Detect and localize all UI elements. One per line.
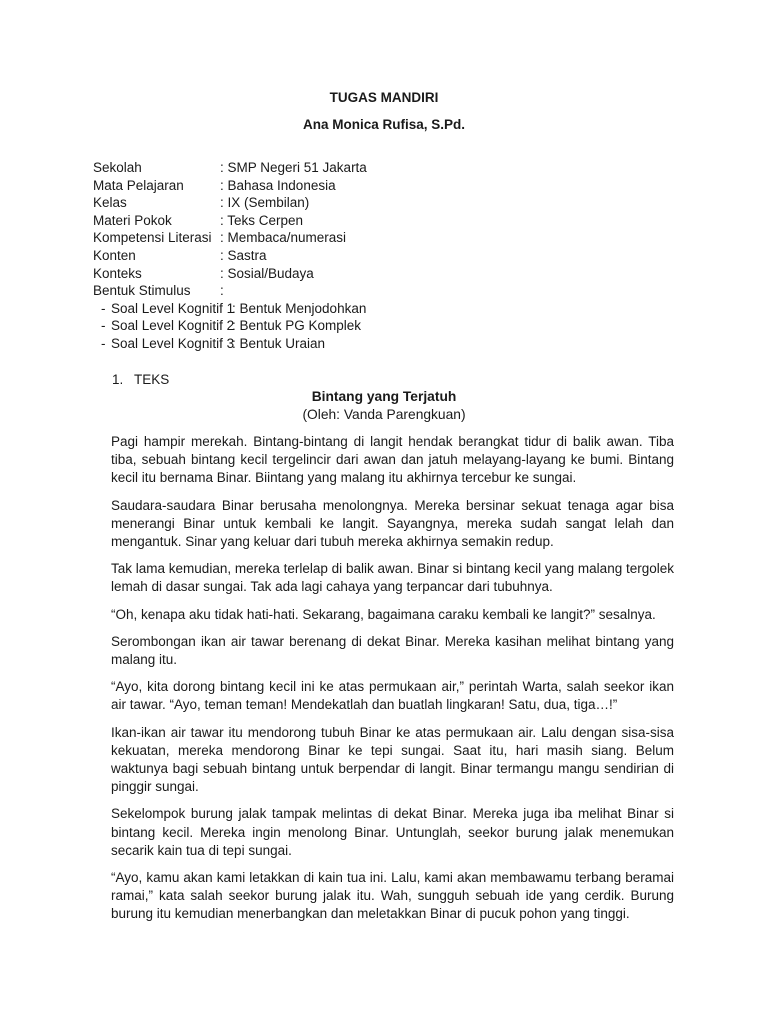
- info-label: Materi Pokok: [93, 212, 172, 228]
- story-paragraph: Tak lama kemudian, mereka terlelap di balik awan. Binar si bintang kecil yang malang tergolek lemah di dasar sungai. Tak ada lagi cahaya yang terpancar dari tubuhnya.: [111, 561, 674, 595]
- info-row-kompetensi-literasi: [93, 229, 367, 247]
- info-label: Kelas: [93, 195, 127, 211]
- info-row-sekolah: [93, 159, 367, 177]
- info-value: : Bentuk Menjodohkan: [232, 300, 367, 316]
- story-title: Bintang yang Terjatuh: [311, 389, 457, 404]
- story-paragraph: Pagi hampir merekah. Bintang-bintang di langit hendak berangkat tidur di balik awan. Tiba tiba, sebuah bintang kecil tergelincir dari awan dan jatuh melayang-layang ke bumi. Bintang kecil itu bernama Binar. Biintang yang malang itu akhirnya tercebur ke sungai.: [111, 434, 674, 486]
- story-author: (Oleh: Vanda Parengkuan): [302, 407, 466, 422]
- story-paragraph: “Ayo, kamu akan kami letakkan di kain tua ini. Lalu, kami akan membawamu terbang beramai ramai,” kata salah seekor burung jalak itu. Wah, sungguh sebuah ide yang cerdik. Burung burung itu kemudian menerbangkan dan meletakkan Binar di pucuk pohon yang tinggi.: [111, 870, 674, 922]
- info-row-konten: [93, 247, 367, 265]
- story-paragraph: Sekelompok burung jalak tampak melintas di dekat Binar. Mereka juga iba melihat Binar si bintang kecil. Mereka ingin menolong Binar. Untunglah, seekor burung jalak menemukan secarik kain tua di tepi sungai.: [111, 806, 674, 858]
- info-value: : Bentuk PG Komplek: [232, 318, 362, 334]
- info-label: - Soal Level Kognitif 3: [93, 335, 232, 353]
- info-label: Sekolah: [93, 160, 142, 175]
- section-number: 1.: [112, 372, 124, 387]
- info-row-level-kognitif-3: [93, 335, 367, 353]
- info-label: Mata Pelajaran: [93, 177, 184, 193]
- section-label: TEKS: [134, 372, 170, 387]
- story-paragraph: “Ayo, kita dorong bintang kecil ini ke atas permukaan air,” perintah Warta, salah seekor ikan air tawar. “Ayo, teman teman! Mendekatlah dan buatlah lingkaran! Satu, dua, tiga…!”: [111, 679, 674, 713]
- section-heading: [112, 372, 169, 387]
- info-label: - Soal Level Kognitif 1: [93, 300, 232, 318]
- story-paragraph: Ikan-ikan air tawar itu mendorong tubuh Binar ke atas permukaan air. Lalu dengan sisa-sisa kekuatan, mereka mendorong Binar ke tepi sungai. Saat itu, hari masih siang. Belum waktunya bagi sebuah bintang untuk berpendar di langit. Binar termangu mangu sendirian di pinggir sungai.: [111, 724, 674, 795]
- info-row-mata-pelajaran: [93, 177, 367, 195]
- info-value: : Sosial/Budaya: [220, 265, 314, 281]
- info-label: Konteks: [93, 265, 142, 281]
- info-row-konteks: [93, 265, 367, 283]
- story-paragraph: Saudara-saudara Binar berusaha menolongnya. Mereka bersinar sekuat tenaga agar bisa menerangi Binar untuk kembali ke langit. Sayangnya, mereka sudah sangat lelah dan mengantuk. Sinar yang keluar dari tubuh mereka akhirnya semakin redup.: [111, 497, 674, 550]
- info-row-level-kognitif-1: [93, 300, 367, 318]
- info-label: Kompetensi Literasi: [93, 230, 212, 246]
- info-table: [93, 159, 367, 353]
- info-value: : Bentuk Uraian: [232, 335, 326, 351]
- document-title: TUGAS MANDIRI: [329, 90, 439, 105]
- info-label: Konten: [93, 247, 136, 263]
- info-label: Bentuk Stimulus: [93, 283, 191, 299]
- story-body: [111, 433, 674, 933]
- info-value: : Teks Cerpen: [220, 212, 304, 228]
- info-value: : Sastra: [220, 247, 267, 263]
- document-author: Ana Monica Rufisa, S.Pd.: [302, 117, 466, 132]
- info-value: : IX (Sembilan): [220, 195, 310, 211]
- info-label: - Soal Level Kognitif 2: [93, 317, 232, 335]
- info-value: : Bahasa Indonesia: [220, 177, 336, 193]
- story-paragraph: Serombongan ikan air tawar berenang di dekat Binar. Mereka kasihan melihat bintang yang malang itu.: [111, 633, 674, 668]
- info-value: :: [220, 283, 224, 299]
- info-value: : SMP Negeri 51 Jakarta: [220, 160, 367, 175]
- info-row-materi-pokok: [93, 212, 367, 230]
- info-value: : Membaca/numerasi: [220, 230, 347, 246]
- story-paragraph: “Oh, kenapa aku tidak hati-hati. Sekarang, bagaimana caraku kembali ke langit?” sesalnya.: [111, 606, 656, 622]
- info-row-kelas: [93, 194, 367, 212]
- info-row-bentuk-stimulus: [93, 282, 367, 300]
- info-row-level-kognitif-2: [93, 317, 367, 335]
